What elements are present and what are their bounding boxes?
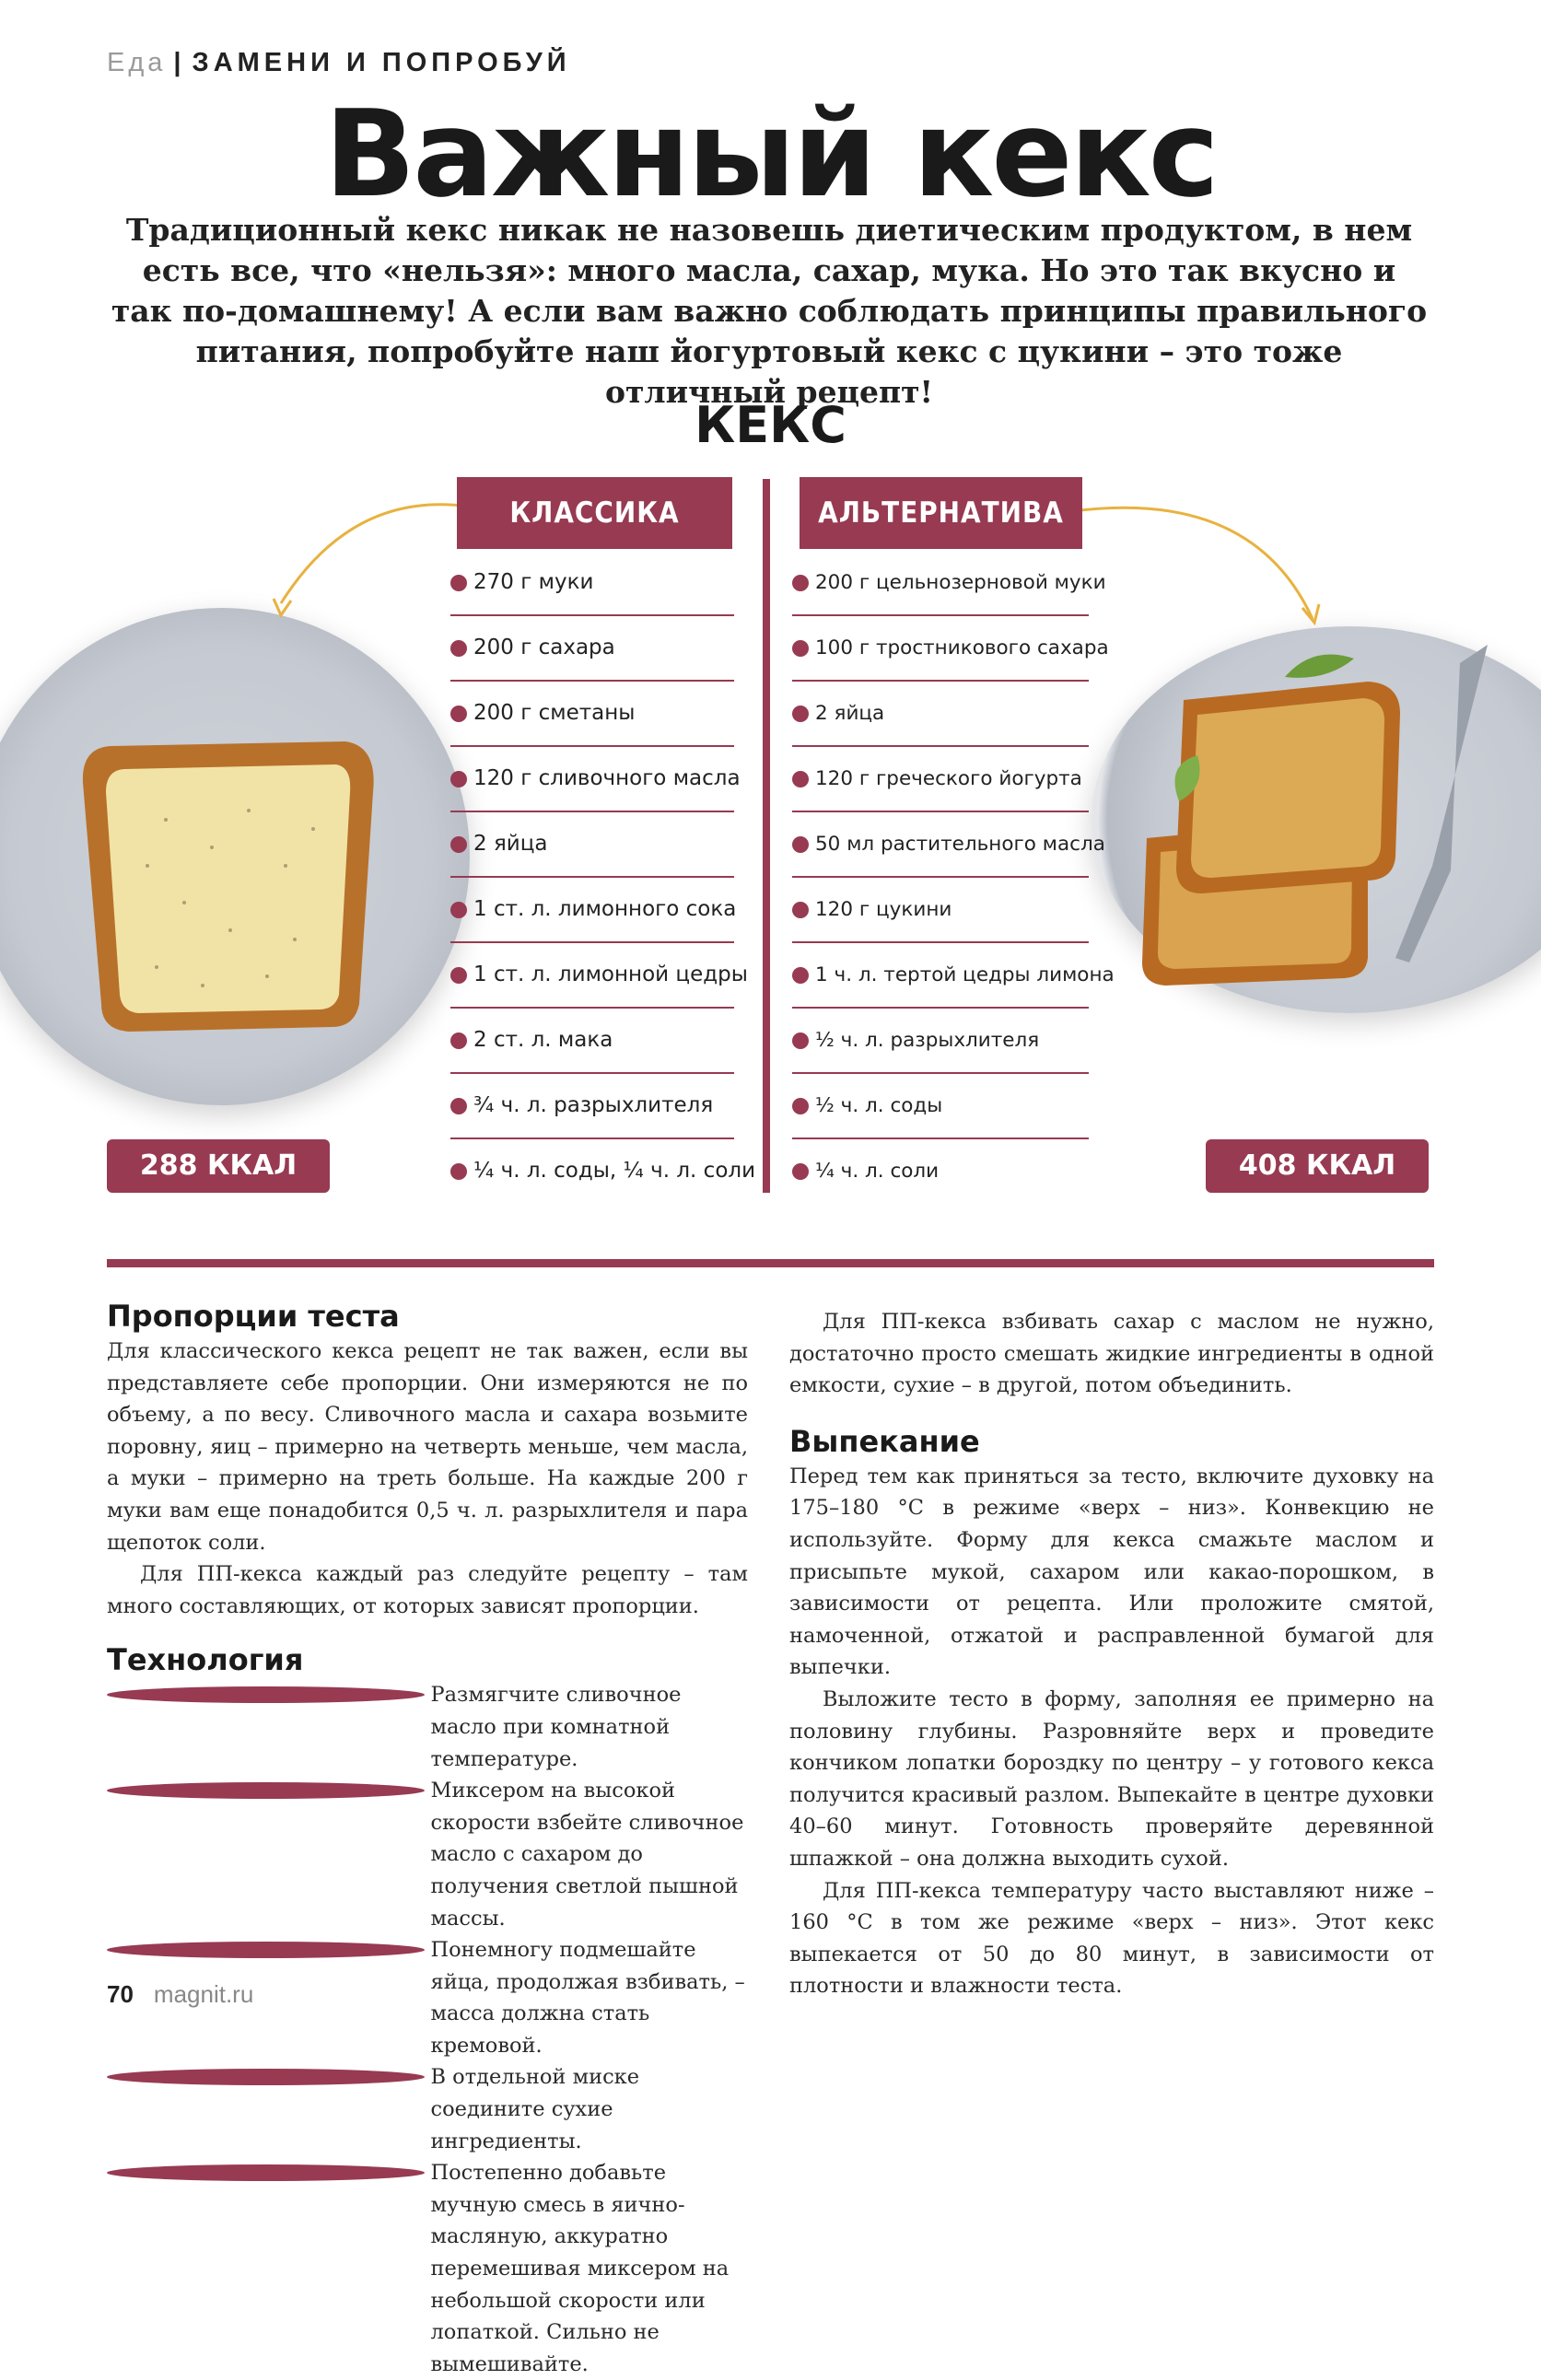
bullet-dot-icon bbox=[107, 1782, 425, 1799]
bullet-dot-icon bbox=[107, 1686, 425, 1703]
bullet-dot-icon bbox=[450, 706, 467, 722]
bullet-dot-icon bbox=[450, 1163, 467, 1180]
list-item: 2 яйца bbox=[450, 812, 734, 878]
step-item: Понемногу подмешайте яйца, продолжая взбивать, – масса должна стать кремовой. bbox=[107, 1934, 748, 2061]
list-item: 1 ч. л. тертой цедры лимона bbox=[792, 943, 1089, 1009]
list-item: 1 ст. л. лимонного сока bbox=[450, 878, 734, 943]
classic-cake-slice-icon bbox=[0, 608, 470, 1105]
list-item: 1 ст. л. лимонной цедры bbox=[450, 943, 734, 1009]
bullet-dot-icon bbox=[107, 2164, 425, 2181]
step-item: Постепенно добавьте мучную смесь в яично-масляную, аккуратно перемешивая миксером на небольшой скорости или лопаткой. Сильно не вымешивайте. bbox=[107, 2157, 748, 2380]
list-item: 50 мл растительного масла bbox=[792, 812, 1089, 878]
list-item: 2 яйца bbox=[792, 682, 1089, 747]
arrow-overlay bbox=[0, 0, 1541, 663]
bullet-dot-icon bbox=[450, 771, 467, 788]
rubric-separator: | bbox=[173, 48, 185, 77]
page-title: Важный кекс bbox=[324, 84, 1217, 224]
bullet-dot-icon bbox=[792, 836, 809, 853]
rubric-topic: ЗАМЕНИ И ПОПРОБУЙ bbox=[192, 48, 571, 77]
left-text-column bbox=[107, 1297, 748, 2380]
bullet-dot-icon bbox=[792, 640, 809, 657]
site-link[interactable]: magnit.ru bbox=[153, 1980, 254, 2008]
arrow-alternative-icon bbox=[1073, 508, 1313, 619]
list-item: 2 ст. л. мака bbox=[450, 1009, 734, 1074]
lead-paragraph: Традиционный кекс никак не назовешь диетическим продуктом, в нем есть все, что «нельзя»: много масла, сахар, мука. Но это так вкусно и так по-домашнему! А если вам важно соблюдать принципы правильного питания, попробуйте наш йогуртовый кекс с цукини – это тоже отличный рецепт! bbox=[111, 212, 1428, 410]
list-item: ½ ч. л. разрыхлителя bbox=[792, 1009, 1089, 1074]
bullet-dot-icon bbox=[450, 967, 467, 984]
list-item: 120 г греческого йогурта bbox=[792, 747, 1089, 812]
bullet-dot-icon bbox=[107, 2069, 425, 2085]
page-footer bbox=[107, 1980, 253, 2009]
column-divider bbox=[763, 479, 770, 1193]
bullet-dot-icon bbox=[792, 902, 809, 918]
list-item: 200 г сахара bbox=[450, 616, 734, 682]
list-item: 100 г тростникового сахара bbox=[792, 616, 1089, 682]
classic-ingredients-list bbox=[450, 551, 756, 1203]
list-item: 270 г муки bbox=[450, 551, 734, 616]
alternative-cake-plate-image bbox=[1092, 626, 1541, 1013]
heading-proportions: Пропорции теста bbox=[107, 1299, 400, 1334]
bullet-dot-icon bbox=[792, 1098, 809, 1114]
paragraph: Для ПП-кекса температуру часто выставляют ниже – 160 °С в том же режиме «верх – низ». Этот кекс выпекается от 50 до 80 минут, в зависимости от плотности и влажности теста. bbox=[789, 1878, 1434, 1999]
paragraph: Перед тем как приняться за тесто, включите духовку на 175–180 °С в режиме «верх – низ». Конвекцию не используйте. Форму для кекса смажьте маслом и присыпьте мукой, сахаром или какао-порошком, в зависимости от рецепта. Или проложите смятой, намоченной, отжатой и расправленной бумагой для выпечки. bbox=[789, 1464, 1434, 1680]
list-item: ¼ ч. л. соды, ¼ ч. л. соли bbox=[450, 1139, 734, 1203]
section-divider bbox=[107, 1259, 1434, 1267]
heading-baking: Выпекание bbox=[789, 1423, 980, 1459]
alternative-header: АЛЬТЕРНАТИВА bbox=[800, 477, 1082, 549]
rubric-section: Еда bbox=[107, 48, 167, 77]
bullet-dot-icon bbox=[792, 1032, 809, 1049]
step-item: Размягчите сливочное масло при комнатной температуре. bbox=[107, 1679, 748, 1775]
bullet-dot-icon bbox=[450, 902, 467, 918]
paragraph: Выложите тесто в форму, заполняя ее примерно на половину глубины. Разровняйте верх и проведите кончиком лопатки бороздку по центру – у готового кекса получится красивый разлом. Выпекайте в центре духовки 40–60 минут. Готовность проверяйте деревянной шпажкой – она должна выходить сухой. bbox=[789, 1686, 1434, 1871]
bullet-dot-icon bbox=[450, 1032, 467, 1049]
bullet-dot-icon bbox=[450, 640, 467, 657]
list-item: 200 г сметаны bbox=[450, 682, 734, 747]
paragraph: Для ПП-кекса взбивать сахар с маслом не нужно, достаточно просто смешать жидкие ингредиенты в одной емкости, сухие – в другой, потом объединить. bbox=[789, 1310, 1434, 1398]
list-item: ¾ ч. л. разрыхлителя bbox=[450, 1074, 734, 1139]
classic-cake-plate-image bbox=[0, 608, 470, 1105]
comparison-title: КЕКС bbox=[695, 396, 846, 454]
bullet-dot-icon bbox=[107, 1942, 425, 1958]
paragraph: Для классического кекса рецепт не так важен, если вы представляете себе пропорции. Они измеряются не по объему, а по весу. Сливочного масла и сахара возьмите поровну, яиц – примерно на четверть меньше, чем масла, а муки – примерно на треть больше. На каждые 200 г муки вам еще понадобится 0,5 ч. л. разрыхлителя и пара щепоток соли. bbox=[107, 1339, 748, 1555]
heading-technology: Технология bbox=[107, 1642, 304, 1678]
bullet-dot-icon bbox=[450, 836, 467, 853]
bullet-dot-icon bbox=[792, 771, 809, 788]
list-item: 200 г цельнозерновой муки bbox=[792, 551, 1089, 616]
step-item: В отдельной миске соедините сухие ингредиенты. bbox=[107, 2061, 748, 2157]
bullet-dot-icon bbox=[792, 706, 809, 722]
list-item: 120 г сливочного масла bbox=[450, 747, 734, 812]
bullet-dot-icon bbox=[450, 575, 467, 591]
step-item: Миксером на высокой скорости взбейте сливочное масло с сахаром до получения светлой пышной массы. bbox=[107, 1775, 748, 1934]
list-item: ¼ ч. л. соли bbox=[792, 1139, 1089, 1203]
right-text-column bbox=[789, 1306, 1434, 2002]
alternative-ingredients-list bbox=[792, 551, 1115, 1203]
bullet-dot-icon bbox=[450, 1098, 467, 1114]
classic-kcal-badge: 288 ККАЛ bbox=[107, 1139, 330, 1193]
classic-header: КЛАССИКА bbox=[457, 477, 732, 549]
page-number: 70 bbox=[107, 1980, 134, 2008]
list-item: ½ ч. л. соды bbox=[792, 1074, 1089, 1139]
bullet-dot-icon bbox=[792, 967, 809, 984]
list-item: 120 г цукини bbox=[792, 878, 1089, 943]
alternative-kcal-badge: 408 ККАЛ bbox=[1206, 1139, 1429, 1193]
bullet-dot-icon bbox=[792, 575, 809, 591]
alternative-cake-slices-icon bbox=[1092, 626, 1541, 1013]
bullet-dot-icon bbox=[792, 1163, 809, 1180]
paragraph: Для ПП-кекса каждый раз следуйте рецепту – там много составляющих, от которых зависят пропорции. bbox=[107, 1562, 748, 1618]
